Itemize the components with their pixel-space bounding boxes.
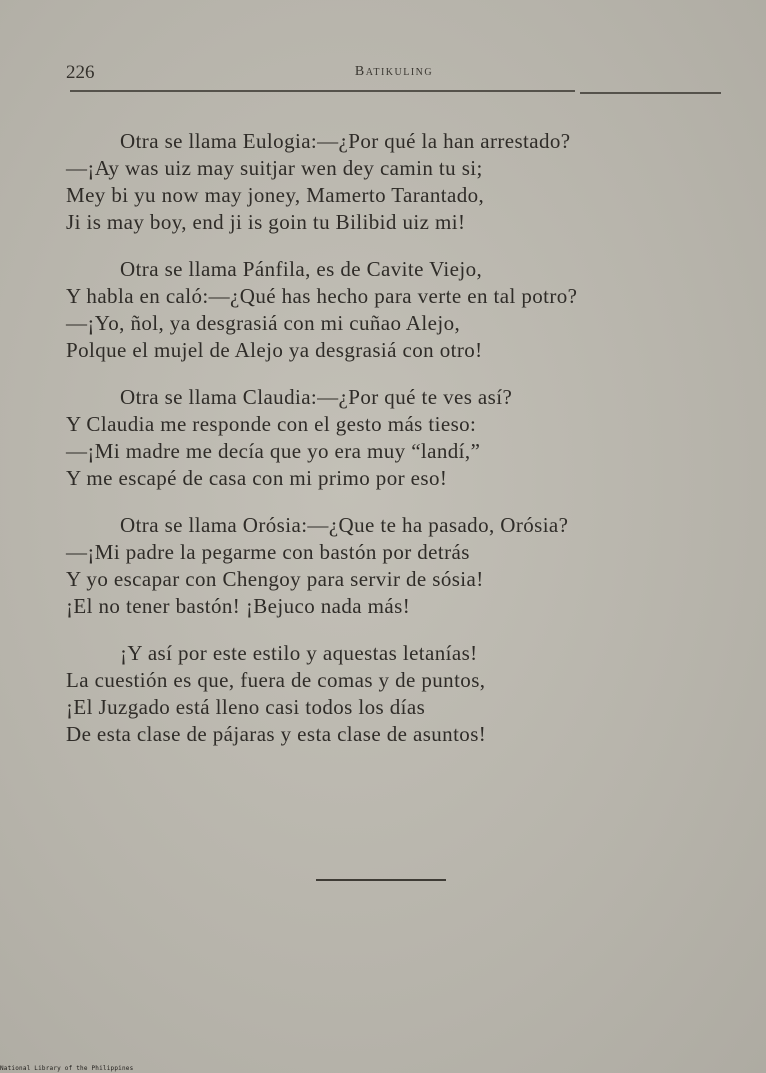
verse-line: Y me escapé de casa con mi primo por eso! [66, 466, 448, 490]
verse-line: ¡Y así por este estilo y aquestas letanías! [120, 641, 478, 665]
verse-line: Polque el mujel de Alejo ya desgrasiá con otro! [66, 338, 483, 362]
page-header [66, 60, 722, 84]
verse-line: La cuestión es que, fuera de comas y de puntos, [66, 668, 486, 692]
page-number: 226 [66, 62, 95, 83]
stanza-4 [66, 512, 736, 620]
verse-line: —¡Yo, ñol, ya desgrasiá con mi cuñao Alejo, [66, 311, 461, 335]
verse-line: ¡El no tener bastón! ¡Bejuco nada más! [66, 594, 411, 618]
verse-line: Y yo escapar con Chengoy para servir de sósia! [66, 567, 484, 591]
verse-line: Otra se llama Pánfila, es de Cavite Viejo, [120, 257, 483, 281]
verse-line: Otra se llama Orósia:—¿Que te ha pasado, Orósia? [120, 513, 569, 537]
verse-line: Otra se llama Claudia:—¿Por qué te ves así? [120, 385, 513, 409]
stanza-1 [66, 128, 736, 236]
verse-line: —¡Mi madre me decía que yo era muy “landí,” [66, 439, 481, 463]
verse-line: Mey bi yu now may joney, Mamerto Tarantado, [66, 183, 485, 207]
verse-line: —¡Ay was uiz may suitjar wen dey camin tu si; [66, 156, 483, 180]
verse-line: —¡Mi padre la pegarme con bastón por detrás [66, 540, 470, 564]
verse-line: Y habla en caló:—¿Qué has hecho para verte en tal potro? [66, 284, 578, 308]
verse-line: Ji is may boy, end ji is goin tu Bilibid uiz mi! [66, 210, 466, 234]
end-rule [316, 879, 446, 881]
stanza-2 [66, 256, 736, 364]
header-rule-right [580, 92, 721, 94]
verse-line: De esta clase de pájaras y esta clase de asuntos! [66, 722, 487, 746]
running-title: Batikuling [354, 64, 434, 79]
stanza-5 [66, 640, 736, 748]
verse-line: Otra se llama Eulogia:—¿Por qué la han arrestado? [120, 129, 571, 153]
verse-line: ¡El Juzgado está lleno casi todos los días [66, 695, 426, 719]
library-footer-note: National Library of the Philippines [0, 1065, 134, 1072]
stanza-3 [66, 384, 736, 492]
verse-line: Y Claudia me responde con el gesto más tieso: [66, 412, 477, 436]
header-rule [70, 90, 575, 92]
